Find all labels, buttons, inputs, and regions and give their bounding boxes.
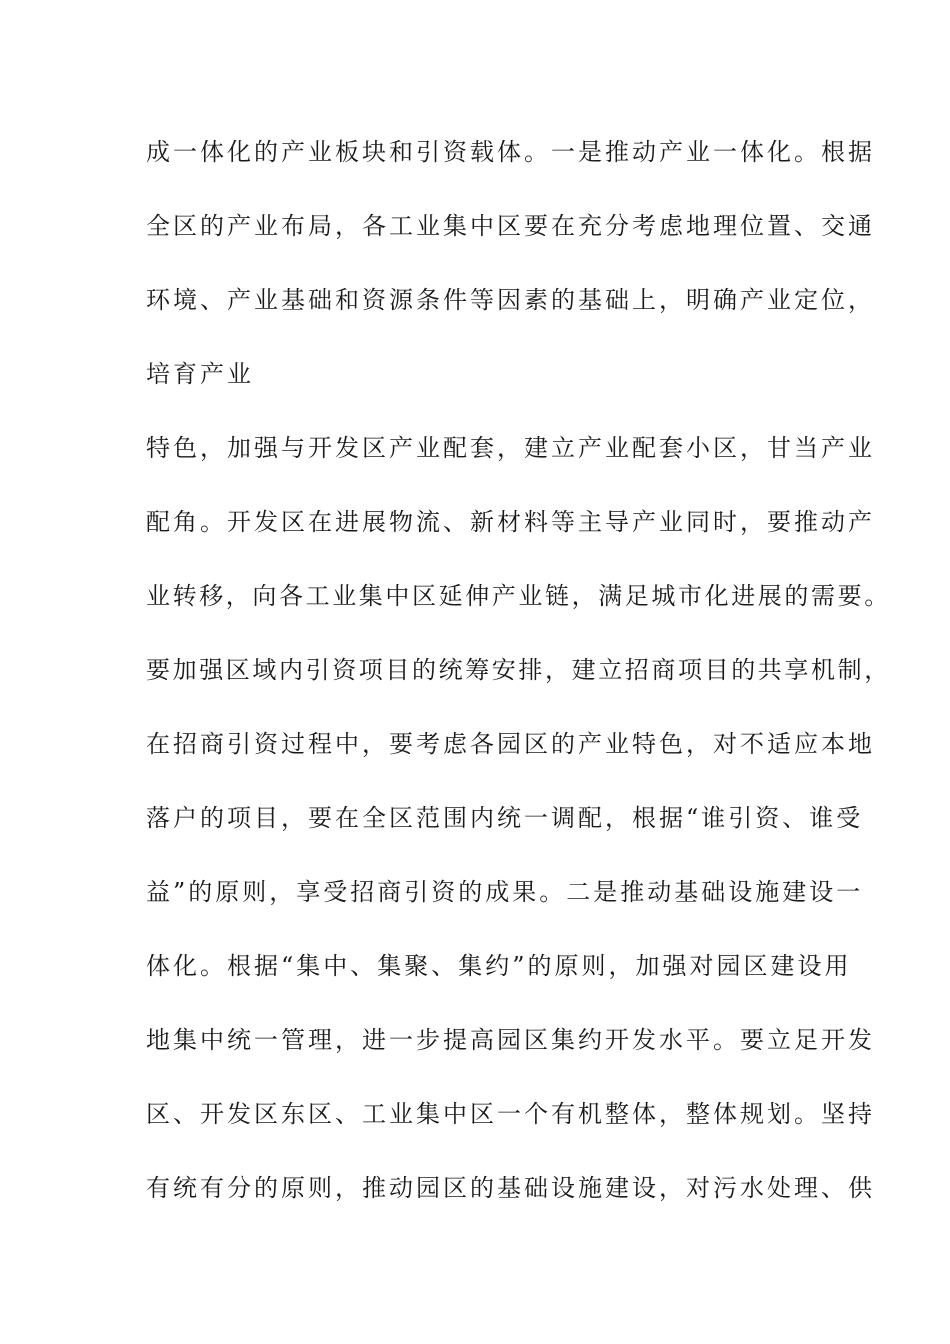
text-line: 配角。开发区在进展物流、新材料等主导产业同时，要推动产 xyxy=(146,508,875,536)
text-line: 在招商引资过程中，要考虑各园区的产业特色，对不适应本地 xyxy=(146,730,875,758)
text-line: 业转移，向各工业集中区延伸产业链，满足城市化进展的需要。 xyxy=(146,582,891,610)
text-line: 落户的项目，要在全区范围内统一调配，根据“谁引资、谁受 xyxy=(146,804,864,832)
text-line: 有统有分的原则，推动园区的基础设施建设，对污水处理、供 xyxy=(146,1174,875,1202)
text-line: 要加强区域内引资项目的统筹安排，建立招商项目的共享机制， xyxy=(146,656,891,684)
text-line: 培育产业 xyxy=(146,360,254,388)
text-line: 区、开发区东区、工业集中区一个有机整体，整体规划。坚持 xyxy=(146,1100,875,1128)
text-line: 环境、产业基础和资源条件等因素的基础上，明确产业定位， xyxy=(146,286,875,314)
text-line: 特色，加强与开发区产业配套，建立产业配套小区，甘当产业 xyxy=(146,434,875,462)
text-line: 全区的产业布局，各工业集中区要在充分考虑地理位置、交通 xyxy=(146,212,875,240)
text-line: 益”的原则，享受招商引资的成果。二是推动基础设施建设一 xyxy=(146,878,864,906)
text-line: 体化。根据“集中、集聚、集约”的原则，加强对园区建设用 xyxy=(146,952,852,980)
text-line: 成一体化的产业板块和引资载体。一是推动产业一体化。根据 xyxy=(146,138,875,166)
text-line: 地集中统一管理，进一步提高园区集约开发水平。要立足开发 xyxy=(146,1026,875,1054)
